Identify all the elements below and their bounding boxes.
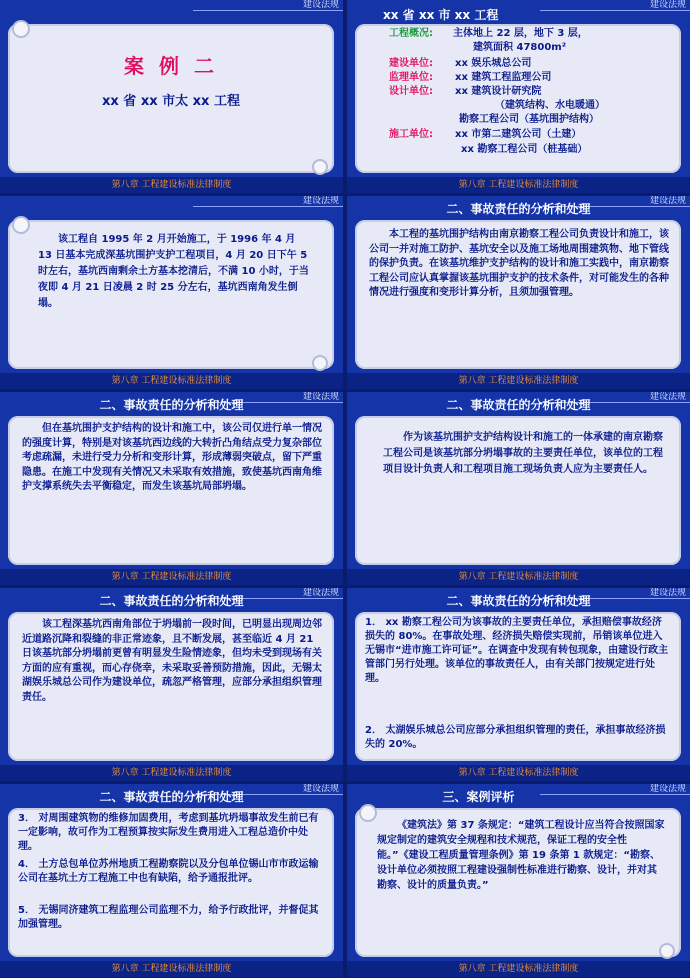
section-heading: 二、事故责任的分析和处理 — [99, 594, 244, 608]
case-text: 该工程自 1995 年 2 月开始施工，于 1996 年 4 月 13 日基本完成深基坑围护支护工程项目，4 月 20 日下午 5 时左右，基坑西南剩余土方基本挖清后，不满 10 小时，于当夜即 4 月 21 日凌晨 2 时 25 分左右，基坑西南角发生倒塌。 — [38, 234, 309, 309]
slide-tag: 建设法规 — [302, 392, 339, 402]
section-heading: 二、事故责任的分析和处理 — [99, 398, 244, 412]
slide-footer: 第八章 工程建设标准法律制度 — [347, 961, 690, 977]
slide-5[interactable] — [0, 392, 343, 585]
slide-tag: 建设法规 — [649, 588, 686, 598]
slide-tag: 建设法规 — [649, 784, 686, 794]
build-unit-value: xx 娱乐城总公司 — [455, 58, 532, 69]
section-text: 本工程的基坑围护结构由南京勘察工程公司负责设计和施工，该公司一并对施工防护、基坑安全以及施工场地周围建筑物、地下管线的保护负责。在该基坑维护支护结构的设计和施工实践中，南京勘察工程公司应认真掌握该基坑围护支护的技术条件，对可能发生的各种情况进行强度和变形计算分析，且须加强管理。 — [369, 229, 669, 298]
overview-label: 工程概况: — [389, 28, 433, 39]
build-unit-label: 建设单位: — [389, 58, 433, 69]
section-heading: 三、案例评析 — [442, 790, 515, 804]
slide-tag: 建设法规 — [302, 784, 339, 794]
section-heading: 二、事故责任的分析和处理 — [446, 594, 591, 608]
project-info-panel — [355, 24, 681, 173]
scroll-panel — [355, 416, 681, 565]
slide-9[interactable] — [0, 784, 343, 977]
slide-tag: 建设法规 — [302, 196, 339, 206]
slide-10[interactable] — [347, 784, 690, 977]
handling-item-1: 1． xx 勘察工程公司为该事故的主要责任单位，承担赔偿事故经济损失的 80%。在事故处理、经济损失赔偿实现前，吊销该单位进入无锡市“进市施工许可证”。在调查中发现有转包现象，由建设行政主管部门另行处理。该单位的事故责任人，由有关部门按规定进行处理。 — [365, 617, 669, 684]
scroll-panel — [8, 612, 334, 761]
section-heading: 二、事故责任的分析和处理 — [99, 790, 244, 804]
handling-item-5: 5． 无锡同济建筑工程监理公司监理不力，给予行政批评，并督促其加强管理。 — [18, 905, 319, 930]
slide-footer: 第八章 工程建设标准法律制度 — [0, 961, 343, 977]
slide-footer: 第八章 工程建设标准法律制度 — [0, 765, 343, 781]
section-text: 作为该基坑围护支护结构设计和施工的一体承建的南京勘察工程公司是该基坑部分坍塌事故的主要责任单位，该单位的工程项目设计负责人和工程项目施工现场负责人应为主要责任人。 — [383, 432, 663, 475]
slide-footer: 第八章 工程建设标准法律制度 — [0, 569, 343, 585]
slide-7[interactable] — [0, 588, 343, 781]
slide-tag: 建设法规 — [649, 392, 686, 402]
design-unit-value: （建筑结构、水电暖通） — [495, 100, 605, 111]
scroll-curl-icon — [12, 216, 30, 234]
project-title: xx 省 xx 市 xx 工程 — [383, 8, 499, 22]
construction-unit-value: xx 勘察工程公司（桩基础） — [461, 144, 588, 155]
slide-tag: 建设法规 — [302, 588, 339, 598]
scroll-curl-icon — [659, 943, 675, 959]
slide-6[interactable] — [347, 392, 690, 585]
scroll-panel — [355, 808, 681, 957]
section-text: 但在基坑围护支护结构的设计和施工中，该公司仅进行单一情况的强度计算，特别是对该基坑西边线的大转折凸角结点受力复杂部位考虑疏漏，未进行受力分析和变形计算，形成薄弱突破点，留下严重隐患。在施工中发现有关情况又未采取有效措施，致使基坑西南角维护支撑系统失去平衡稳定，而发生该基坑局部坍塌。 — [22, 423, 322, 492]
case-title: 案 例 二 — [124, 54, 218, 78]
design-unit-value: 勘察工程公司（基坑围护结构） — [459, 114, 599, 125]
slide-footer: 第八章 工程建设标准法律制度 — [0, 373, 343, 389]
construction-unit-label: 施工单位: — [389, 129, 433, 140]
scroll-panel — [355, 220, 681, 369]
supervision-unit-value: xx 建筑工程监理公司 — [455, 72, 552, 83]
slide-tag: 建设法规 — [649, 0, 686, 10]
scroll-panel — [8, 220, 334, 369]
scroll-panel — [355, 612, 681, 761]
scroll-curl-icon — [312, 159, 328, 175]
section-text: 该工程深基坑西南角部位于坍塌前一段时间，已明显出现周边邻近道路沉降和裂缝的非正常迹象，且不断发展，甚至临近 4 月 21 日该基坑部分坍塌前更曾有明显发生险情迹象，但均未受到现场有关方面的应有重视，而心存侥幸，未采取妥善预防措施，因此，无锡太湖娱乐城总公司作为建设单位，疏忽严格管理，应部分承担组织管理责任。 — [22, 619, 322, 703]
tag-divider — [193, 206, 343, 207]
overview-value: 主体地上 22 层，地下 3 层， — [453, 28, 588, 39]
slide-2[interactable] — [347, 0, 690, 193]
handling-item-3: 3． 对周围建筑物的维修加固费用，考虑到基坑坍塌事故发生前已有一定影响，故可作为工程预算按实际发生费用进入工程总造价中处理。 — [18, 813, 319, 852]
handling-item-2: 2． 太湖娱乐城总公司应部分承担组织管理的责任，承担事故经济损失的 20%。 — [365, 725, 666, 750]
slide-8[interactable] — [347, 588, 690, 781]
scroll-panel — [8, 808, 334, 957]
tag-divider — [540, 10, 690, 11]
scroll-curl-icon — [359, 804, 377, 822]
tag-divider — [193, 10, 343, 11]
slide-1[interactable] — [0, 0, 343, 193]
scroll-curl-icon — [12, 20, 30, 38]
scroll-panel — [8, 416, 334, 565]
slide-tag: 建设法规 — [649, 196, 686, 206]
design-unit-label: 设计单位: — [389, 86, 433, 97]
slide-footer: 第八章 工程建设标准法律制度 — [347, 177, 690, 193]
scroll-curl-icon — [312, 355, 328, 371]
section-heading: 二、事故责任的分析和处理 — [446, 202, 591, 216]
design-unit-value: xx 建筑设计研究院 — [455, 86, 542, 97]
overview-value: 建筑面积 47800m² — [473, 42, 567, 53]
case-subtitle: xx 省 xx 市太 xx 工程 — [102, 94, 240, 109]
handling-item-4: 4． 土方总包单位苏州地质工程勘察院以及分包单位锡山市市政运输公司在基坑土方工程施工中也有缺陷，给予通报批评。 — [18, 859, 319, 884]
scroll-panel — [8, 24, 334, 173]
section-heading: 二、事故责任的分析和处理 — [446, 398, 591, 412]
slide-footer: 第八章 工程建设标准法律制度 — [347, 765, 690, 781]
slide-footer: 第八章 工程建设标准法律制度 — [0, 177, 343, 193]
slide-footer: 第八章 工程建设标准法律制度 — [347, 569, 690, 585]
slide-footer: 第八章 工程建设标准法律制度 — [347, 373, 690, 389]
supervision-unit-label: 监理单位: — [389, 72, 433, 83]
construction-unit-value: xx 市第二建筑公司（土建） — [455, 129, 582, 140]
slide-3[interactable] — [0, 196, 343, 389]
slide-tag: 建设法规 — [302, 0, 339, 10]
case-review-text: 《建筑法》第 37 条规定：“建筑工程设计应当符合按照国家规定制定的建筑安全规程和技术规范，保证工程的安全性能。”《建设工程质量管理条例》第 19 条第 1 款规定：“勘察、设计单位必须按照工程建设强制性标准进行勘察、设计，并对其勘察、设计的质量负责。” — [377, 820, 665, 891]
slide-4[interactable] — [347, 196, 690, 389]
